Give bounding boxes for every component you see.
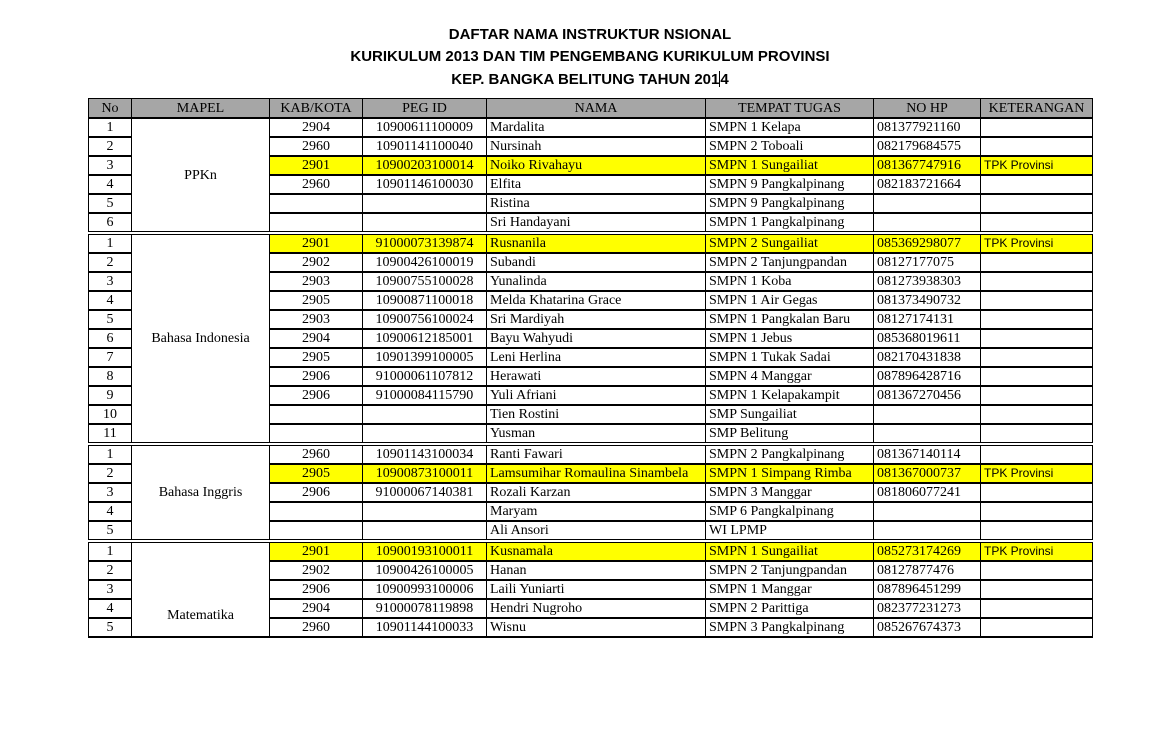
cell-no-hp: 081377921160 xyxy=(874,118,981,137)
cell-kab-kota: 2901 xyxy=(270,156,363,175)
cell-no: 6 xyxy=(89,329,132,348)
cell-tempat-tugas: SMPN 3 Manggar xyxy=(706,483,874,502)
cell-no: 4 xyxy=(89,599,132,618)
cell-tempat-tugas: SMPN 1 Sungailiat xyxy=(706,156,874,175)
cell-no: 10 xyxy=(89,405,132,424)
cell-no: 3 xyxy=(89,156,132,175)
header-no-hp: NO HP xyxy=(874,99,981,119)
cell-keterangan: TPK Provinsi xyxy=(981,156,1093,175)
cell-no-hp: 081367270456 xyxy=(874,386,981,405)
cell-peg-id: 91000078119898 xyxy=(363,599,487,618)
cell-nama: Melda Khatarina Grace xyxy=(487,291,706,310)
cell-no-hp: 08127174131 xyxy=(874,310,981,329)
header-tempat-tugas: TEMPAT TUGAS xyxy=(706,99,874,119)
cell-no-hp: 087896428716 xyxy=(874,367,981,386)
cell-no-hp: 081367000737 xyxy=(874,464,981,483)
cell-nama: Tien Rostini xyxy=(487,405,706,424)
title-line-2: KURIKULUM 2013 DAN TIM PENGEMBANG KURIKULUM PROVINSI xyxy=(350,48,830,65)
cell-kab-kota: 2903 xyxy=(270,310,363,329)
cell-peg-id: 91000067140381 xyxy=(363,483,487,502)
cell-peg-id: 10900873100011 xyxy=(363,464,487,483)
cell-no-hp: 082377231273 xyxy=(874,599,981,618)
cell-tempat-tugas: SMPN 2 Parittiga xyxy=(706,599,874,618)
cell-keterangan xyxy=(981,253,1093,272)
cell-peg-id: 10900756100024 xyxy=(363,310,487,329)
cell-keterangan xyxy=(981,137,1093,156)
cell-keterangan xyxy=(981,272,1093,291)
cell-keterangan: TPK Provinsi xyxy=(981,541,1093,561)
cell-kab-kota: 2906 xyxy=(270,386,363,405)
cell-no-hp xyxy=(874,213,981,233)
cell-no-hp: 082179684575 xyxy=(874,137,981,156)
cell-nama: Kusnamala xyxy=(487,541,706,561)
cell-keterangan xyxy=(981,348,1093,367)
cell-peg-id: 10900426100005 xyxy=(363,561,487,580)
cell-kab-kota: 2902 xyxy=(270,561,363,580)
cell-peg-id xyxy=(363,521,487,541)
cell-no-hp: 085368019611 xyxy=(874,329,981,348)
cell-nama: Maryam xyxy=(487,502,706,521)
cell-mapel: Matematika xyxy=(132,541,270,637)
cell-no: 11 xyxy=(89,424,132,444)
cell-no: 3 xyxy=(89,272,132,291)
cell-no: 2 xyxy=(89,561,132,580)
cell-no: 9 xyxy=(89,386,132,405)
cell-peg-id: 10901146100030 xyxy=(363,175,487,194)
cell-peg-id: 10900426100019 xyxy=(363,253,487,272)
cell-peg-id: 91000073139874 xyxy=(363,233,487,253)
cell-tempat-tugas: SMP Sungailiat xyxy=(706,405,874,424)
cell-peg-id: 10900871100018 xyxy=(363,291,487,310)
cell-kab-kota xyxy=(270,521,363,541)
cell-tempat-tugas: SMPN 2 Tanjungpandan xyxy=(706,561,874,580)
cell-no: 5 xyxy=(89,618,132,637)
cell-tempat-tugas: WI LPMP xyxy=(706,521,874,541)
cell-no: 2 xyxy=(89,137,132,156)
header-no: No xyxy=(89,99,132,119)
cell-no: 6 xyxy=(89,213,132,233)
cell-peg-id xyxy=(363,405,487,424)
header-keterangan: KETERANGAN xyxy=(981,99,1093,119)
cell-tempat-tugas: SMPN 1 Kelapakampit xyxy=(706,386,874,405)
cell-peg-id: 10901141100040 xyxy=(363,137,487,156)
cell-kab-kota: 2901 xyxy=(270,541,363,561)
cell-kab-kota: 2904 xyxy=(270,329,363,348)
cell-no: 3 xyxy=(89,483,132,502)
cell-kab-kota: 2960 xyxy=(270,618,363,637)
title-line-3-text: KEP. BANGKA BELITUNG TAHUN 201 xyxy=(451,71,720,88)
cell-nama: Elfita xyxy=(487,175,706,194)
cell-peg-id xyxy=(363,213,487,233)
cell-peg-id: 91000084115790 xyxy=(363,386,487,405)
cell-mapel: PPKn xyxy=(132,118,270,233)
cell-no: 1 xyxy=(89,444,132,464)
cell-tempat-tugas: SMP Belitung xyxy=(706,424,874,444)
header-peg-id: PEG ID xyxy=(363,99,487,119)
cell-no-hp: 085267674373 xyxy=(874,618,981,637)
cell-no: 8 xyxy=(89,367,132,386)
title-line-3-end: 4 xyxy=(720,71,729,88)
cell-nama: Wisnu xyxy=(487,618,706,637)
cell-tempat-tugas: SMPN 4 Manggar xyxy=(706,367,874,386)
cell-tempat-tugas: SMPN 2 Tanjungpandan xyxy=(706,253,874,272)
cell-nama: Bayu Wahyudi xyxy=(487,329,706,348)
cell-no: 5 xyxy=(89,521,132,541)
cell-no-hp: 081273938303 xyxy=(874,272,981,291)
cell-kab-kota: 2905 xyxy=(270,291,363,310)
cell-keterangan xyxy=(981,405,1093,424)
cell-no-hp: 085273174269 xyxy=(874,541,981,561)
cell-no-hp: 082170431838 xyxy=(874,348,981,367)
cell-nama: Ristina xyxy=(487,194,706,213)
cell-tempat-tugas: SMPN 1 Koba xyxy=(706,272,874,291)
header-kab-kota: KAB/KOTA xyxy=(270,99,363,119)
cell-no-hp xyxy=(874,194,981,213)
cell-mapel: Bahasa Indonesia xyxy=(132,233,270,444)
cell-kab-kota: 2960 xyxy=(270,175,363,194)
cell-keterangan xyxy=(981,502,1093,521)
cell-no-hp: 082183721664 xyxy=(874,175,981,194)
table-row xyxy=(89,541,1093,561)
cell-kab-kota: 2905 xyxy=(270,348,363,367)
cell-nama: Sri Handayani xyxy=(487,213,706,233)
cell-nama: Ali Ansori xyxy=(487,521,706,541)
cell-no-hp xyxy=(874,502,981,521)
cell-no: 2 xyxy=(89,464,132,483)
cell-keterangan xyxy=(981,194,1093,213)
cell-keterangan xyxy=(981,291,1093,310)
cell-kab-kota xyxy=(270,213,363,233)
cell-kab-kota: 2903 xyxy=(270,272,363,291)
cell-nama: Nursinah xyxy=(487,137,706,156)
cell-no-hp xyxy=(874,521,981,541)
cell-kab-kota: 2904 xyxy=(270,118,363,137)
table-row xyxy=(89,444,1093,464)
cell-keterangan xyxy=(981,367,1093,386)
cell-no-hp: 081367747916 xyxy=(874,156,981,175)
cell-peg-id: 10900612185001 xyxy=(363,329,487,348)
cell-peg-id: 10900193100011 xyxy=(363,541,487,561)
cell-tempat-tugas: SMPN 2 Sungailiat xyxy=(706,233,874,253)
title-line-1: DAFTAR NAMA INSTRUKTUR NSIONAL xyxy=(448,26,732,43)
cell-keterangan: TPK Provinsi xyxy=(981,233,1093,253)
cell-keterangan xyxy=(981,599,1093,618)
cell-nama: Rusnanila xyxy=(487,233,706,253)
cell-keterangan xyxy=(981,213,1093,233)
cell-keterangan xyxy=(981,521,1093,541)
cell-no: 2 xyxy=(89,253,132,272)
cell-tempat-tugas: SMPN 2 Toboali xyxy=(706,137,874,156)
cell-tempat-tugas: SMPN 1 Pangkalan Baru xyxy=(706,310,874,329)
cell-nama: Noiko Rivahayu xyxy=(487,156,706,175)
cell-no: 7 xyxy=(89,348,132,367)
cell-tempat-tugas: SMPN 1 Manggar xyxy=(706,580,874,599)
cell-nama: Sri Mardiyah xyxy=(487,310,706,329)
cell-kab-kota: 2905 xyxy=(270,464,363,483)
cell-tempat-tugas: SMPN 9 Pangkalpinang xyxy=(706,194,874,213)
cell-kab-kota: 2902 xyxy=(270,253,363,272)
cell-keterangan xyxy=(981,386,1093,405)
cell-no-hp: 081806077241 xyxy=(874,483,981,502)
cell-keterangan xyxy=(981,618,1093,637)
table-body xyxy=(89,118,1093,637)
cell-keterangan xyxy=(981,118,1093,137)
cell-keterangan: TPK Provinsi xyxy=(981,464,1093,483)
cell-no: 1 xyxy=(89,541,132,561)
cell-nama: Lamsumihar Romaulina Sinambela xyxy=(487,464,706,483)
cell-kab-kota xyxy=(270,424,363,444)
header-row xyxy=(89,99,1093,119)
cell-nama: Herawati xyxy=(487,367,706,386)
cell-kab-kota: 2901 xyxy=(270,233,363,253)
cell-peg-id xyxy=(363,194,487,213)
cell-kab-kota: 2960 xyxy=(270,137,363,156)
cell-no-hp: 087896451299 xyxy=(874,580,981,599)
cell-peg-id: 10900611100009 xyxy=(363,118,487,137)
cell-mapel: Bahasa Inggris xyxy=(132,444,270,541)
cell-tempat-tugas: SMPN 1 Air Gegas xyxy=(706,291,874,310)
cell-no: 4 xyxy=(89,502,132,521)
cell-kab-kota: 2960 xyxy=(270,444,363,464)
cell-no: 4 xyxy=(89,175,132,194)
cell-no: 5 xyxy=(89,194,132,213)
cell-tempat-tugas: SMPN 1 Jebus xyxy=(706,329,874,348)
cell-no-hp: 081373490732 xyxy=(874,291,981,310)
cell-kab-kota xyxy=(270,502,363,521)
cell-nama: Yuli Afriani xyxy=(487,386,706,405)
cell-peg-id: 10900755100028 xyxy=(363,272,487,291)
cell-peg-id: 91000061107812 xyxy=(363,367,487,386)
cell-tempat-tugas: SMPN 1 Sungailiat xyxy=(706,541,874,561)
cell-nama: Subandi xyxy=(487,253,706,272)
cell-no: 5 xyxy=(89,310,132,329)
cell-kab-kota: 2906 xyxy=(270,580,363,599)
cell-no-hp xyxy=(874,424,981,444)
header-mapel: MAPEL xyxy=(132,99,270,119)
cell-keterangan xyxy=(981,561,1093,580)
cell-kab-kota: 2906 xyxy=(270,367,363,386)
cell-no: 1 xyxy=(89,233,132,253)
cell-nama: Yusman xyxy=(487,424,706,444)
cell-tempat-tugas: SMPN 2 Pangkalpinang xyxy=(706,444,874,464)
title-line-3 xyxy=(0,71,1159,88)
cell-keterangan xyxy=(981,424,1093,444)
cell-kab-kota xyxy=(270,194,363,213)
cell-nama: Mardalita xyxy=(487,118,706,137)
cell-nama: Hendri Nugroho xyxy=(487,599,706,618)
cell-nama: Leni Herlina xyxy=(487,348,706,367)
cell-kab-kota xyxy=(270,405,363,424)
cell-keterangan xyxy=(981,175,1093,194)
cell-no-hp: 085369298077 xyxy=(874,233,981,253)
cell-keterangan xyxy=(981,310,1093,329)
cell-keterangan xyxy=(981,483,1093,502)
cell-keterangan xyxy=(981,580,1093,599)
cell-no: 1 xyxy=(89,118,132,137)
cell-tempat-tugas: SMP 6 Pangkalpinang xyxy=(706,502,874,521)
cell-peg-id: 10901143100034 xyxy=(363,444,487,464)
cell-peg-id: 10900203100014 xyxy=(363,156,487,175)
header-nama: NAMA xyxy=(487,99,706,119)
cell-peg-id: 10900993100006 xyxy=(363,580,487,599)
cell-keterangan xyxy=(981,444,1093,464)
cell-tempat-tugas: SMPN 9 Pangkalpinang xyxy=(706,175,874,194)
cell-no-hp: 081367140114 xyxy=(874,444,981,464)
instructor-table xyxy=(88,98,1093,638)
cell-tempat-tugas: SMPN 3 Pangkalpinang xyxy=(706,618,874,637)
cell-peg-id: 10901144100033 xyxy=(363,618,487,637)
cell-nama: Hanan xyxy=(487,561,706,580)
cell-peg-id xyxy=(363,424,487,444)
cell-no: 3 xyxy=(89,580,132,599)
cell-tempat-tugas: SMPN 1 Simpang Rimba xyxy=(706,464,874,483)
cell-keterangan xyxy=(981,329,1093,348)
cell-no: 4 xyxy=(89,291,132,310)
cell-kab-kota: 2906 xyxy=(270,483,363,502)
cell-tempat-tugas: SMPN 1 Pangkalpinang xyxy=(706,213,874,233)
table-row xyxy=(89,118,1093,137)
table-row xyxy=(89,233,1093,253)
cell-nama: Rozali Karzan xyxy=(487,483,706,502)
cell-no-hp: 08127877476 xyxy=(874,561,981,580)
cell-tempat-tugas: SMPN 1 Kelapa xyxy=(706,118,874,137)
cell-peg-id xyxy=(363,502,487,521)
cell-no-hp xyxy=(874,405,981,424)
cell-nama: Yunalinda xyxy=(487,272,706,291)
cell-nama: Ranti Fawari xyxy=(487,444,706,464)
cell-nama: Laili Yuniarti xyxy=(487,580,706,599)
cell-no-hp: 08127177075 xyxy=(874,253,981,272)
cell-kab-kota: 2904 xyxy=(270,599,363,618)
cell-peg-id: 10901399100005 xyxy=(363,348,487,367)
cell-tempat-tugas: SMPN 1 Tukak Sadai xyxy=(706,348,874,367)
